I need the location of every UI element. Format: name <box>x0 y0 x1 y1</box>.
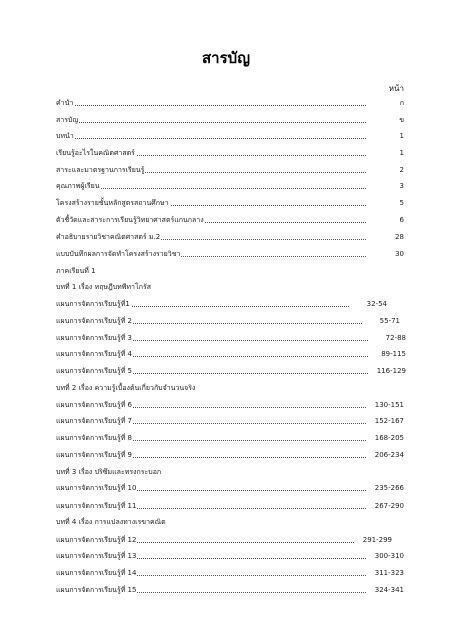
toc-entry <box>56 499 406 513</box>
toc-entry-label: บทที่ 2 เรื่อง ความรู้เบื้องต้นเกี่ยวกับจำนวนจริง <box>56 381 196 395</box>
toc-entry <box>56 583 406 597</box>
toc-entry-label: สาระและมาตรฐานการเรียนรู้ <box>56 163 145 177</box>
dot-leader <box>56 138 366 139</box>
toc-section-heading <box>56 280 406 294</box>
toc-section-heading <box>56 264 406 278</box>
toc-entry-label: แผนการจัดการเรียนรู้ที่ 5 <box>56 364 133 378</box>
toc-entry-page: 235-266 <box>366 481 404 495</box>
toc-entry <box>56 146 406 160</box>
toc-entry <box>56 163 406 177</box>
toc-entry-page: 206-234 <box>366 448 404 462</box>
toc-entry <box>56 247 406 261</box>
toc-entry-page: 2 <box>366 163 404 177</box>
toc-entry-page: 324-341 <box>366 583 404 597</box>
toc-entry-page: 311-323 <box>366 566 404 580</box>
toc-entry-label: บทนำ <box>56 129 75 143</box>
toc-entry-page: 130-151 <box>366 398 404 412</box>
toc-entry-page: 267-290 <box>366 499 404 513</box>
toc-entry-label: แผนการจัดการเรียนรู้ที่ 13 <box>56 549 137 563</box>
toc-entry <box>56 481 406 495</box>
toc-entry-label: เรียนรู้อะไรในคณิตศาสตร์ <box>56 146 136 160</box>
toc-entry-label: คำนำ <box>56 96 74 110</box>
toc-entry <box>56 549 406 563</box>
toc-section-heading <box>56 381 406 395</box>
toc-entry-page: 152-167 <box>366 414 404 428</box>
toc-entry <box>56 196 406 210</box>
toc-entry-page: 72-88 <box>368 331 406 345</box>
toc-entry <box>56 230 406 244</box>
toc-entry <box>56 566 406 580</box>
toc-entry-label: แผนการจัดการเรียนรู้ที่ 2 <box>56 314 133 328</box>
page-column-label: หน้า <box>388 84 404 93</box>
toc-entry <box>56 431 406 445</box>
toc-entry-label: แบบบันทึกผลการจัดทำโครงสร้างรายวิชา <box>56 247 181 261</box>
toc-entry-page: 89-115 <box>368 347 406 361</box>
toc-entry-label: แผนการจัดการเรียนรู้ที่ 12 <box>56 533 137 547</box>
dot-leader <box>56 188 366 189</box>
toc-entry <box>56 314 406 328</box>
toc-entry-page: 55-71 <box>362 314 400 328</box>
toc-entry <box>56 113 406 127</box>
toc-entry-page: 32-54 <box>349 297 387 311</box>
toc-entry <box>56 398 406 412</box>
toc-entry-page: 28 <box>366 230 404 244</box>
toc-entry-label: คุณภาพผู้เรียน <box>56 179 100 193</box>
toc-entry <box>56 533 406 547</box>
toc-section-heading <box>56 515 406 529</box>
toc-entry-label: ตัวชี้วัดและสาระการเรียนรู้วิทยาศาสตร์แกนกลาง <box>56 213 205 227</box>
toc-entry-label: แผนการจัดการเรียนรู้ที่ 9 <box>56 448 133 462</box>
toc-entry-page: 6 <box>366 213 404 227</box>
toc-entry-label: แผนการจัดการเรียนรู้ที่1 <box>56 297 131 311</box>
toc-entry <box>56 179 406 193</box>
toc-entry <box>56 96 406 110</box>
toc-entry-label: แผนการจัดการเรียนรู้ที่ 10 <box>56 481 137 495</box>
dot-leader <box>56 105 366 106</box>
toc-entry-page: 1 <box>366 146 404 160</box>
toc-entry <box>56 297 406 311</box>
toc-section-heading <box>56 465 406 479</box>
dot-leader <box>56 122 366 123</box>
toc-entry <box>56 414 406 428</box>
toc-entry-page: 116-129 <box>368 364 406 378</box>
toc-entry-page: ก <box>366 96 404 110</box>
toc-entry-page: ข <box>366 113 404 127</box>
toc-entry-page: 168-205 <box>366 431 404 445</box>
toc-entry-label: แผนการจัดการเรียนรู้ที่ 15 <box>56 583 137 597</box>
toc-entry-label: สารบัญ <box>56 113 79 127</box>
toc-entry-label: แผนการจัดการเรียนรู้ที่ 4 <box>56 347 133 361</box>
toc-entry-label: แผนการจัดการเรียนรู้ที่ 3 <box>56 331 133 345</box>
toc-entry-label: แผนการจัดการเรียนรู้ที่ 11 <box>56 499 137 513</box>
toc-entry-label: แผนการจัดการเรียนรู้ที่ 6 <box>56 398 133 412</box>
toc-entry-label: แผนการจัดการเรียนรู้ที่ 7 <box>56 414 133 428</box>
toc-entry-label: แผนการจัดการเรียนรู้ที่ 8 <box>56 431 133 445</box>
toc-entry-label: บทที่ 3 เรื่อง ปริซึมและทรงกระบอก <box>56 465 162 479</box>
toc-entry-page: 5 <box>366 196 404 210</box>
toc-entry-label: ภาคเรียนที่ 1 <box>56 264 97 278</box>
toc-entry-page: 300-310 <box>366 549 404 563</box>
toc-entry-page: 30 <box>366 247 404 261</box>
toc-entry <box>56 129 406 143</box>
page-title: สารบัญ <box>202 49 250 67</box>
toc-entry <box>56 448 406 462</box>
toc-entry <box>56 331 406 345</box>
toc-entry-page: 3 <box>366 179 404 193</box>
toc-entry <box>56 213 406 227</box>
toc-entry-label: แผนการจัดการเรียนรู้ที่ 14 <box>56 566 137 580</box>
toc-entry-label: บทที่ 1 เรื่อง ทฤษฎีบทพีทาโกรัส <box>56 280 152 294</box>
toc-entry-page: 291-299 <box>354 533 392 547</box>
toc-entry-page: 1 <box>366 129 404 143</box>
toc-entry-label: คำอธิบายรายวิชาคณิตศาสตร์ ม.2 <box>56 230 161 244</box>
toc-entry-label: บทที่ 4 เรื่อง การแปลงทางเรขาคณิต <box>56 515 167 529</box>
toc-entry-label: โครงสร้างรายชั้นหลักสูตรสถานศึกษา <box>56 196 170 210</box>
toc-entry <box>56 347 406 361</box>
toc-entry <box>56 364 406 378</box>
